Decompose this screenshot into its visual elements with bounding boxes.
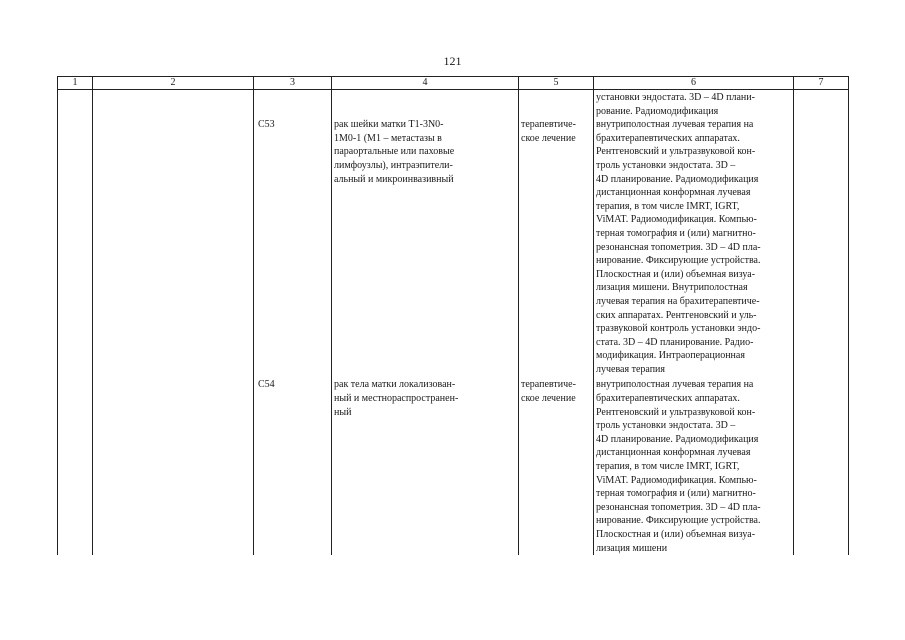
column-header-7: 7 bbox=[794, 77, 849, 90]
table-row bbox=[58, 118, 849, 376]
page-number: 121 bbox=[443, 54, 462, 68]
treatment-method-cell: внутриполостная лучевая терапия на брахитерапевтических аппаратах. Рентгеновский и ультразвуковой кон- троль установки эндостата. 3D – 4D планирование. Радиомодификация дистанционная конформная лучевая терапия, в том числе IMRT, IGRT, ViMAT. Радиомодификация. Компью- терная томография и (или) магнитно- резонансная топометрия. 3D – 4D пла- нирование. Фиксирующие устройства. Плоскостная и (или) объемная визуа- лизация мишени bbox=[594, 376, 794, 555]
column-header-1: 1 bbox=[58, 77, 93, 90]
treatment-type-cell: терапевтиче- ское лечение bbox=[519, 376, 594, 555]
cell-empty bbox=[58, 90, 93, 119]
table-row bbox=[58, 376, 849, 555]
method-continuation-cell: установки эндостата. 3D – 4D плани- рование. Радиомодификация bbox=[594, 90, 794, 119]
treatment-method-cell: внутриполостная лучевая терапия на брахитерапевтических аппаратах. Рентгеновский и ультразвуковой кон- троль установки эндостата. 3D – 4D планирование. Радиомодификация дистанционная конформная лучевая терапия, в том числе IMRT, IGRT, ViMAT. Радиомодификация. Компью- терная томография и (или) магнитно- резонансная топометрия. 3D – 4D пла- нирование. Фиксирующие устройства. Плоскостная и (или) объемная визуа- лизация мишени. Внутриполостная лучевая терапия на брахитерапевтиче- ских аппаратах. Рентгеновский и уль- тразвуковой контроль установки эндо- стата. 3D – 4D планирование. Радио- модификация. Интраоперационная лучевая терапия bbox=[594, 118, 794, 376]
column-header-4: 4 bbox=[332, 77, 519, 90]
cell-empty bbox=[794, 118, 849, 376]
icd-code-cell: C53 bbox=[254, 118, 332, 376]
cell-empty bbox=[93, 118, 254, 376]
column-header-2: 2 bbox=[93, 77, 254, 90]
medical-care-table bbox=[57, 76, 849, 555]
cell-empty bbox=[254, 90, 332, 119]
cell-empty bbox=[519, 90, 594, 119]
column-header-3: 3 bbox=[254, 77, 332, 90]
column-number-row bbox=[58, 77, 849, 90]
cell-empty bbox=[93, 90, 254, 119]
table-row-continuation bbox=[58, 90, 849, 119]
cell-empty bbox=[93, 376, 254, 555]
cell-empty bbox=[58, 376, 93, 555]
cell-empty bbox=[794, 90, 849, 119]
treatment-type-cell: терапевтиче- ское лечение bbox=[519, 118, 594, 376]
icd-code-cell: C54 bbox=[254, 376, 332, 555]
diagnosis-cell: рак тела матки локализован- ный и местнораспространен- ный bbox=[332, 376, 519, 555]
cell-empty bbox=[332, 90, 519, 119]
cell-empty bbox=[58, 118, 93, 376]
column-header-5: 5 bbox=[519, 77, 594, 90]
diagnosis-cell: рак шейки матки T1-3N0- 1M0-1 (M1 – метастазы в параортальные или паховые лимфоузлы), интраэпители- альный и микроинвазивный bbox=[332, 118, 519, 376]
column-header-6: 6 bbox=[594, 77, 794, 90]
cell-empty bbox=[794, 376, 849, 555]
